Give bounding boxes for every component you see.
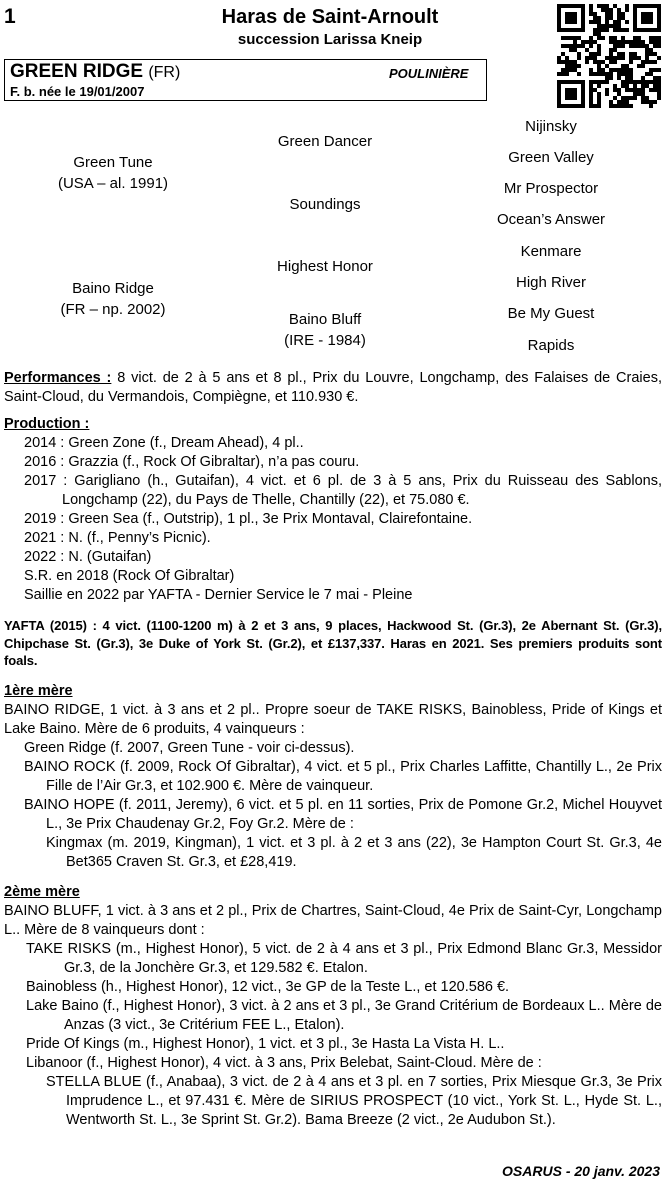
pedigree-sire <box>18 152 208 194</box>
production-2021: 2021 : N. (f., Penny’s Picnic). <box>24 530 211 546</box>
performances <box>4 369 662 407</box>
dam-name: Baino Ridge <box>72 280 154 297</box>
first-dam-produce-3a: Kingmax (m. 2019, Kingman), 1 vict. et 3 pl. à 2 et 3 ans (22), 3e Hampton Court St. Gr.3, 4e Bet365 Craven St. Gr.3, et £28,419. <box>46 835 662 870</box>
qr-code[interactable] <box>557 4 661 108</box>
performances-text: 8 vict. de 2 à 5 ans et 8 pl., Prix du Louvre, Longchamp, des Falaises de Craies, Saint-Cloud, du Vermandois, Compiègne, et 110.930 €. <box>4 370 662 405</box>
pedigree-dd <box>232 309 418 351</box>
pedigree-sds: Mr Prospector <box>503 180 599 197</box>
first-dam-heading: 1ère mère <box>4 683 73 699</box>
second-dam-produce-1: TAKE RISKS (m., Highest Honor), 5 vict. de 2 à 4 ans et 3 pl., Prix Edmond Blanc Gr.3, Messidor Gr.3, de la Jonchère Gr.3, et 129.582 €. Etalon. <box>26 941 662 976</box>
first-dam-produce-3: BAINO HOPE (f. 2011, Jeremy), 6 vict. et 5 pl. en 11 sorties, Prix de Pomone Gr.2, Michel Houyvet L., 3e Prix Chaudenay Gr.2, Foy Gr.2. Mère de : <box>24 797 662 832</box>
sire-info: (USA – al. 1991) <box>57 175 169 192</box>
pedigree-dsd: High River <box>515 274 587 291</box>
horse-country: (FR) <box>148 64 181 81</box>
sire-name: Green Tune <box>73 154 153 171</box>
second-dam-produce-5: Libanoor (f., Highest Honor), 4 vict. à 3 ans, Prix Belebat, Saint-Cloud. Mère de : <box>26 1055 542 1071</box>
second-dam <box>4 883 662 1130</box>
dd-name: Baino Bluff <box>288 311 362 328</box>
production-2017: 2017 : Garigliano (h., Gutaifan), 4 vict. et 6 pl. de 3 à 5 ans, Prix du Ruisseau des Sablons, Longchamp (22), du Pays de Thelle, Chantilly (22), et 75.080 €. <box>24 473 662 508</box>
horse-details: F. b. née le 19/01/2007 <box>10 84 145 99</box>
second-dam-produce-3: Lake Baino (f., Highest Honor), 3 vict. à 2 ans et 3 pl., 3e Grand Critérium de Bordeaux L.. Mère de Anzas (3 vict., 3e Critérium FEE L., Etalon). <box>26 998 662 1033</box>
production-2014: 2014 : Green Zone (f., Dream Ahead), 4 pl.. <box>24 435 304 451</box>
first-dam-produce-2: BAINO ROCK (f. 2009, Rock Of Gibraltar), 4 vict. et 5 pl., Prix Charles Laffitte, Chantilly L., 2e Prix Fille de l’Air Gr.3, et 102.900 €. Mère de vainqueur. <box>24 759 662 794</box>
pedigree-dds: Be My Guest <box>507 305 595 322</box>
pedigree-ss: Green Dancer <box>277 133 373 150</box>
second-dam-produce-5a: STELLA BLUE (f., Anabaa), 3 vict. de 2 à 4 ans et 3 pl. en 7 sorties, Prix Miesque Gr.3, 3e Prix Imprudence L., et 97.431 €. Mère de SIRIUS PROSPECT (10 vict., York St. L., Hyde St. L., Wentworth St. L., 3e Sprint St. Gr.2). Bama Breeze (2 vict., 2e Audubon St.). <box>46 1074 662 1128</box>
second-dam-intro: BAINO BLUFF, 1 vict. à 3 ans et 2 pl., Prix de Chartres, Saint-Cloud, 4e Prix de Saint-Cyr, Longchamp L.. Mère de 8 vainqueurs dont : <box>4 903 662 938</box>
production <box>4 415 662 605</box>
pedigree-ssd: Green Valley <box>508 149 594 166</box>
production-covering: Saillie en 2022 par YAFTA - Dernier Service le 7 mai - Pleine <box>24 587 413 603</box>
production-heading: Production : <box>4 416 90 432</box>
production-2022: 2022 : N. (Gutaifan) <box>24 549 152 565</box>
pedigree-sss: Nijinsky <box>525 118 577 135</box>
pedigree-sdd: Ocean’s Answer <box>496 211 606 228</box>
pedigree-ddd: Rapids <box>527 337 575 354</box>
second-dam-produce-2: Bainobless (h., Highest Honor), 12 vict., 3e GP de la Teste L., et 120.586 €. <box>26 979 510 995</box>
dam-info: (FR – np. 2002) <box>60 301 166 318</box>
first-dam-produce-1: Green Ridge (f. 2007, Green Tune - voir ci-dessus). <box>24 740 355 756</box>
horse-name: GREEN RIDGE <box>10 61 144 82</box>
second-dam-produce-4: Pride Of Kings (m., Highest Honor), 1 vict. et 3 pl., 3e Hasta La Vista H. L.. <box>26 1036 505 1052</box>
footer-date: OSARUS - 20 janv. 2023 <box>502 1163 660 1179</box>
first-dam <box>4 682 662 872</box>
pedigree-ds: Highest Honor <box>277 258 373 275</box>
lot-number: 1 <box>4 5 16 28</box>
performances-heading: Performances : <box>4 370 112 386</box>
production-sr: S.R. en 2018 (Rock Of Gibraltar) <box>24 568 235 584</box>
horse-name-line <box>10 61 180 83</box>
production-2019: 2019 : Green Sea (f., Outstrip), 1 pl., 3e Prix Montaval, Clairefontaine. <box>24 511 473 527</box>
pedigree-dam <box>18 278 208 320</box>
horse-category: POULINIÈRE <box>389 66 469 81</box>
farm-name: Haras de Saint-Arnoult <box>221 6 439 28</box>
stallion-info: YAFTA (2015) : 4 vict. (1100-1200 m) à 2 et 3 ans, 9 places, Hackwood St. (Gr.3), 2e Abernant St. (Gr.3), Chipchase St. (Gr.3), 3e Duke of York St. (Gr.2), et £137,337. Haras en 2021. Ses premiers produits sont foals. <box>4 618 662 668</box>
pedigree-sd: Soundings <box>289 196 361 213</box>
dd-info: (IRE - 1984) <box>284 332 366 349</box>
consignor: succession Larissa Kneip <box>237 31 423 48</box>
pedigree-dss: Kenmare <box>520 243 582 260</box>
second-dam-heading: 2ème mère <box>4 884 80 900</box>
production-2016: 2016 : Grazzia (f., Rock Of Gibraltar), n’a pas couru. <box>24 454 360 470</box>
first-dam-intro: BAINO RIDGE, 1 vict. à 3 ans et 2 pl.. Propre soeur de TAKE RISKS, Bainobless, Pride of Kings et Lake Baino. Mère de 6 produits, 4 vainqueurs : <box>4 702 662 737</box>
